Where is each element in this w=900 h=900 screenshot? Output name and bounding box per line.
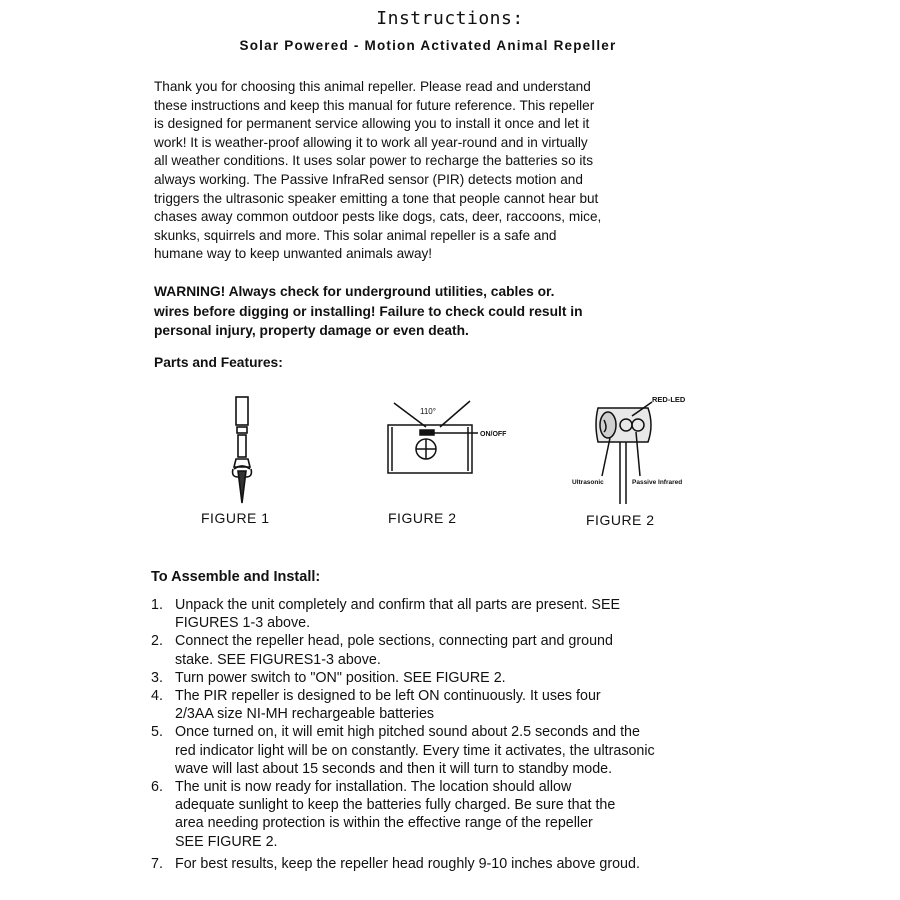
intro-line: always working. The Passive InfraRed sensor (PIR) detects motion and	[154, 171, 583, 187]
list-item	[151, 596, 791, 632]
step-line: adequate sunlight to keep the batteries fully charged. Be sure that the	[175, 797, 616, 814]
step-line: stake. SEE FIGURES1-3 above.	[175, 651, 381, 668]
step-number: 2.	[151, 633, 163, 650]
figure-2-caption: FIGURE 2	[388, 510, 457, 526]
intro-line: triggers the ultrasonic speaker emitting a tone that people cannot hear but	[154, 190, 599, 206]
figure-3-side-view-illustration	[568, 392, 718, 508]
parts-heading: Parts and Features:	[154, 355, 283, 370]
step-number: 1.	[151, 597, 163, 613]
intro-line: chases away common outdoor pests like dogs, cats, deer, raccoons, mice,	[154, 209, 602, 225]
list-item	[151, 669, 791, 687]
step-line: SEE FIGURE 2.	[175, 833, 278, 850]
step-number: 7.	[151, 855, 163, 872]
on-off-switch-label: ON/OFF	[480, 431, 507, 438]
intro-line: is designed for permanent service allowing you to install it once and let it	[154, 116, 590, 132]
step-line: Unpack the unit completely and confirm that all parts are present. SEE	[175, 597, 621, 613]
list-item	[151, 855, 791, 873]
figure-3-caption: FIGURE 2	[586, 512, 655, 528]
ultrasonic-label: Ultrasonic	[572, 479, 604, 486]
assemble-heading: To Assemble and Install:	[151, 569, 321, 585]
intro-line: humane way to keep unwanted animals away!	[154, 246, 433, 262]
step-line: The PIR repeller is designed to be left ON continuously. It uses four	[175, 688, 601, 705]
step-line: FIGURES 1-3 above.	[175, 615, 311, 632]
step-line: wave will last about 15 seconds and then it will turn to standby mode.	[175, 760, 613, 777]
assembly-steps-list	[151, 596, 791, 873]
intro-line: Thank you for choosing this animal repeller. Please read and understand	[154, 79, 591, 94]
step-number: 3.	[151, 669, 163, 686]
step-line: Connect the repeller head, pole sections, connecting part and ground	[175, 633, 613, 650]
list-item	[151, 778, 791, 851]
step-line: Once turned on, it will emit high pitched sound about 2.5 seconds and the	[175, 724, 640, 741]
list-item	[151, 687, 791, 723]
page-subtitle: Solar Powered - Motion Activated Animal Repeller	[239, 38, 617, 53]
intro-line: work! It is weather-proof allowing it to work all year-round and in virtually	[154, 134, 588, 150]
red-led-label: RED-LED	[652, 395, 686, 404]
step-line: Turn power switch to "ON" position. SEE FIGURE 2.	[175, 669, 506, 686]
warning-paragraph	[154, 282, 754, 341]
angle-label: 110°	[420, 407, 436, 416]
step-number: 4.	[151, 688, 163, 705]
step-line: red indicator light will be on constantly. Every time it activates, the ultrasonic	[175, 742, 655, 759]
list-item	[151, 632, 791, 668]
warning-line: personal injury, property damage or even death.	[154, 323, 469, 338]
step-number: 6.	[151, 779, 163, 796]
step-number: 5.	[151, 724, 163, 741]
warning-line: WARNING! Always check for underground utilities, cables or.	[154, 284, 555, 299]
list-item	[151, 723, 791, 778]
intro-paragraph	[154, 78, 744, 264]
intro-line: these instructions and keep this manual for future reference. This repeller	[154, 97, 595, 113]
step-line: For best results, keep the repeller head roughly 9-10 inches above groud.	[175, 855, 640, 872]
step-line: The unit is now ready for installation. The location should allow	[175, 779, 572, 796]
page-title: Instructions:	[376, 8, 524, 29]
figure-1-caption: FIGURE 1	[201, 510, 270, 526]
warning-line: wires before digging or installing! Failure to check could result in	[154, 303, 583, 319]
figure-2-front-view-illustration	[380, 397, 520, 481]
step-line: 2/3AA size NI-MH rechargeable batteries	[175, 706, 435, 723]
intro-line: all weather conditions. It uses solar power to recharge the batteries so its	[154, 153, 594, 169]
figure-1-stake-illustration	[222, 395, 262, 507]
passive-infrared-label: Passive Infrared	[632, 479, 683, 486]
intro-line: skunks, squirrels and more. This solar animal repeller is a safe and	[154, 227, 557, 243]
step-line: area needing protection is within the effective range of the repeller	[175, 815, 593, 832]
